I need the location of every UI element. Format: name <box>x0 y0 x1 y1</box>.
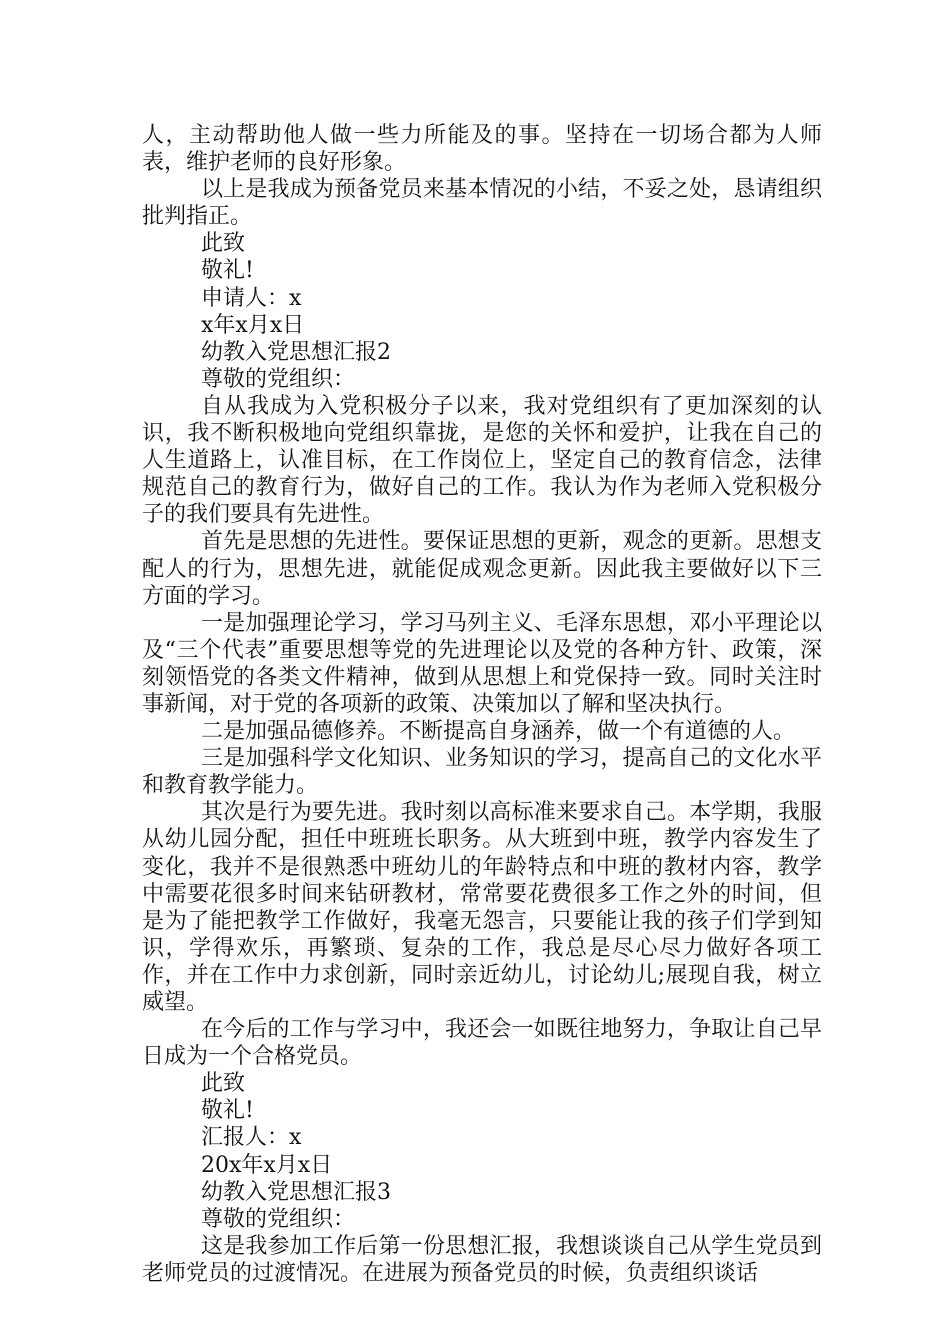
paragraph-text: 首先是思想的先进性。要保证思想的更新，观念的更新。思想支配人的行为，思想先进，就能促成观念更新。因此我主要做好以下三方面的学习。 <box>142 529 822 609</box>
paragraph-text: 其次是行为要先进。我时刻以高标准来要求自己。本学期，我服从幼儿园分配，担任中班班长职务。从大班到中班，教学内容发生了变化，我并不是很熟悉中班幼儿的年龄特点和中班的教材内容，教学中需要花很多时间来钻研教材，常常要花费很多工作之外的时间，但是为了能把教学工作做好，我毫无怨言，只要能让我的孩子们学到知识，学得欢乐，再繁琐、复杂的工作，我总是尽心尽力做好各项工作，并在工作中力求创新，同时亲近幼儿，讨论幼儿;展现自我，树立威望。 <box>142 800 822 1015</box>
paragraph-text: 以上是我成为预备党员来基本情况的小结，不妥之处，恳请组织批判指正。 <box>142 177 822 230</box>
paragraph-text: 在今后的工作与学习中，我还会一如既往地努力，争取让自己早日成为一个合格党员。 <box>142 1017 822 1070</box>
paragraph-text: 这是我参加工作后第一份思想汇报，我想谈谈自己从学生党员到老师党员的过渡情况。在进展为预备党员的时候，负责组织谈话 <box>142 1233 822 1286</box>
paragraph-text: 三是加强科学文化知识、业务知识的学习，提高自己的文化水平和教育教学能力。 <box>142 746 822 799</box>
greeting: 尊敬的党组织： <box>201 366 356 392</box>
closing-regards: 敬礼! <box>201 1098 254 1124</box>
applicant-signature: 申请人：x <box>201 285 302 311</box>
date-line: x年x月x日 <box>201 312 305 338</box>
document-body <box>142 122 822 1287</box>
paragraph-text: 自从我成为入党积极分子以来，我对党组织有了更加深刻的认识，我不断积极地向党组织靠拢，是您的关怀和爱护，让我在自己的人生道路上，认准目标，在工作岗位上，坚定自己的教育信念，法律规范自己的教育行为，做好自己的工作。我认为作为老师入党积极分子的我们要具有先进性。 <box>142 393 822 528</box>
greeting: 尊敬的党组织： <box>201 1206 356 1232</box>
closing-salutation: 此致 <box>201 1071 246 1097</box>
closing-regards: 敬礼! <box>201 258 254 284</box>
paragraph-text: 人，主动帮助他人做一些力所能及的事。坚持在一切场合都为人师表，维护老师的良好形象。 <box>142 123 822 176</box>
date-line: 20x年x月x日 <box>201 1152 333 1178</box>
closing-salutation: 此致 <box>201 231 246 257</box>
section-heading: 幼教入党思想汇报3 <box>201 1179 391 1205</box>
paragraph-text: 二是加强品德修养。不断提高自身涵养，做一个有道德的人。 <box>201 719 796 745</box>
reporter-signature: 汇报人：x <box>201 1125 302 1151</box>
section-heading: 幼教入党思想汇报2 <box>201 339 391 365</box>
paragraph-text: 一是加强理论学习，学习马列主义、毛泽东思想，邓小平理论以及“三个代表”重要思想等党的先进理论以及党的各种方针、政策，深刻领悟党的各类文件精神，做到从思想上和党保持一致。同时关注时事新闻，对于党的各项新的政策、决策加以了解和坚决执行。 <box>142 610 822 717</box>
